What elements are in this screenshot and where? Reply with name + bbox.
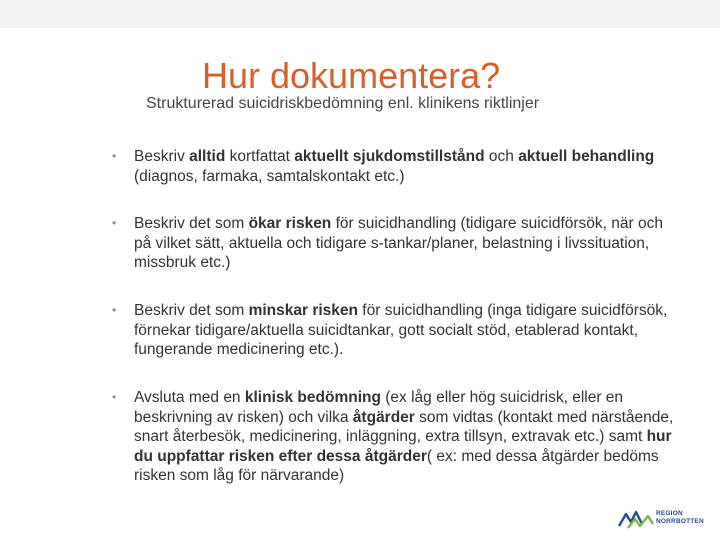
slide-subtitle: Strukturerad suicidriskbedömning enl. klinikens riktlinjer [146,95,540,112]
slide-title: Hur dokumentera? [202,55,501,96]
bullet-item [112,388,674,486]
bullet-dot-icon: • [112,303,117,317]
bullet-text: Avsluta med en klinisk bedömning (ex låg eller hög suicidrisk, eller en beskrivning av risken) och vilka åtgärder som vidtas (kontakt med närstående, snart återbesök, medicinering, inläggning, extra tillsyn, extravak etc.) samt hur du uppfattar risken efter dessa åtgärder( ex: med dessa åtgärder bedöms risken som låg för närvarande) [134,389,674,484]
logo-text: REGION NORRBOTTEN [656,510,704,525]
bullet-text: Beskriv det som minskar risken för suicidhandling (inga tidigare suicidförsök, förnekar tidigare/aktuella suicidtankar, gott socialt stöd, etablerad kontakt, fungerande medicinering etc.). [134,302,668,358]
bullet-item [112,214,674,273]
region-norrbotten-logo [618,508,708,530]
bullet-dot-icon: • [112,216,117,230]
logo-mark-icon [618,508,654,530]
bullet-item [112,147,674,186]
bullet-text: Beskriv alltid kortfattat aktuellt sjukdomstillstånd och aktuell behandling (diagnos, farmaka, samtalskontakt etc.) [134,148,655,185]
bullet-item [112,301,674,360]
bullet-text: Beskriv det som ökar risken för suicidhandling (tidigare suicidförsök, när och på vilket sätt, aktuella och tidigare s-tankar/planer, belastning i livssituation, missbruk etc.) [134,215,663,271]
bullet-dot-icon: • [112,390,117,404]
top-band [0,0,720,28]
bullet-dot-icon: • [112,149,117,163]
